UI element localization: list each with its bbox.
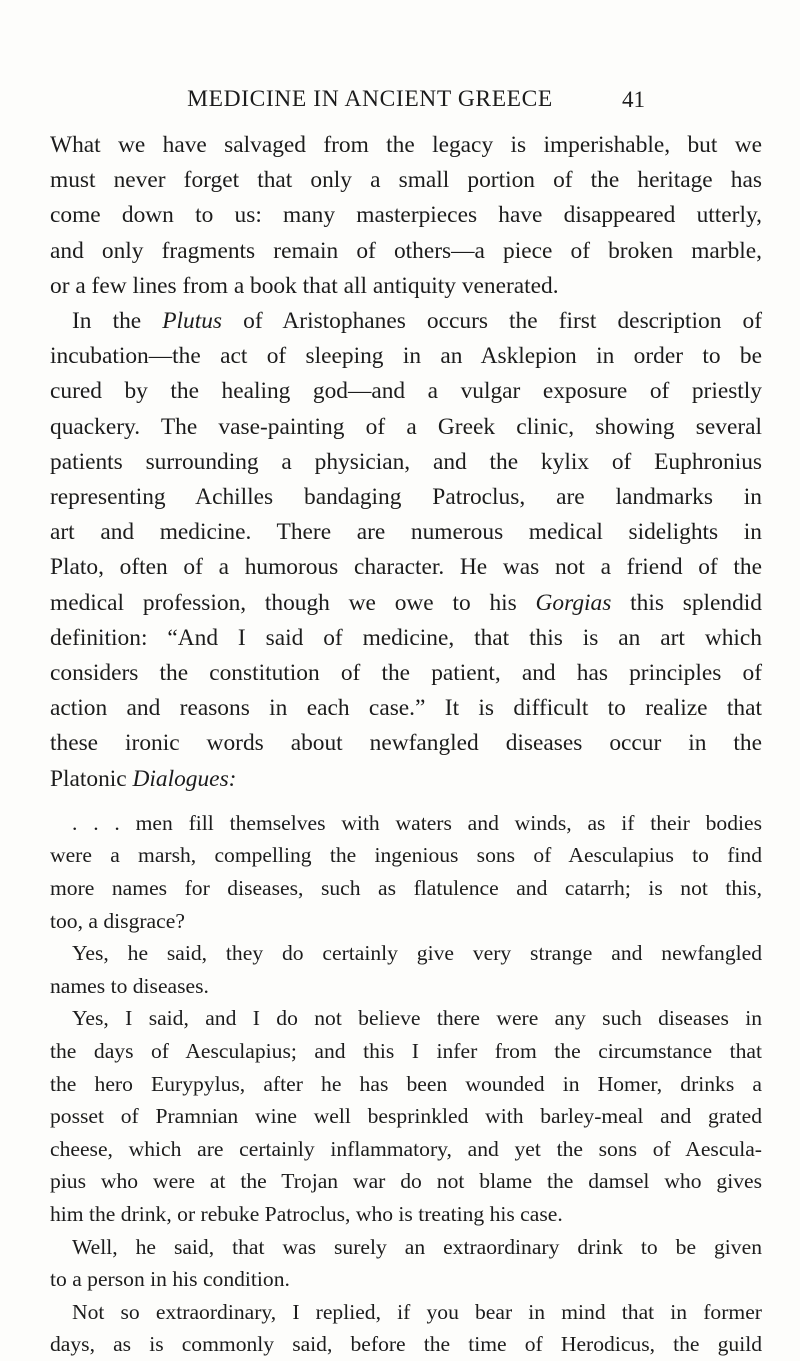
text-line: Not so extraordinary, I replied, if you bear in mind that in former [72,1299,762,1324]
text-line: Yes, I said, and I do not believe there were any such diseases in [72,1006,762,1031]
text-line: . . . men fill themselves with waters and winds, as if their bodies [72,810,762,835]
quote-paragraph-2 [50,937,762,1002]
quote-paragraph-4 [50,1231,762,1296]
text-line: art and medicine. There are numerous medical sidelights in [50,519,762,546]
text-line: and only fragments remain of others—a piece of broken marble, [50,237,762,264]
text-run: In the [72,308,163,335]
text-line: these ironic words about newfangled diseases occur in the [50,730,762,757]
text-line: the hero Eurypylus, after he has been wounded in Homer, drinks a [50,1071,762,1096]
paragraph-1 [50,128,762,304]
text-line: Plato, often of a humorous character. He was not a friend of the [50,554,762,581]
text-line [50,586,762,621]
text-line: days, as is commonly said, before the time of Herodicus, the guild [50,1332,762,1357]
text-line: him the drink, or rebuke Patroclus, who is treating his case. [50,1201,563,1226]
text-line: What we have salvaged from the legacy is imperishable, but we [50,132,762,158]
book-title-dialogues: Dialogues: [132,765,237,792]
text-line: cheese, which are certainly inflammatory, and yet the sons of Aescula- [50,1136,762,1161]
text-run: Platonic [50,765,133,792]
block-quotation [50,807,762,1361]
text-line: the days of Aesculapius; and this I infer from the circumstance that [50,1039,762,1064]
text-line: Yes, he said, they do certainly give very strange and newfangled [72,941,762,966]
text-line: quackery. The vase-painting of a Greek clinic, showing several [50,413,762,440]
text-run: this splendid [611,589,762,616]
text-line: incubation—the act of sleeping in an Asklepion in order to be [50,343,762,370]
text-line: to a person in his condition. [50,1267,290,1292]
book-title-plutus: Plutus [162,308,223,335]
text-line: considers the constitution of the patient, and has principles of [50,660,762,687]
text-line: more names for diseases, such as flatulence and catarrh; is not this, [50,876,762,901]
text-line: representing Achilles bandaging Patroclus, are landmarks in [50,484,762,511]
text-line: definition: “And I said of medicine, that this is an art which [50,624,762,651]
text-line [50,304,762,339]
running-title: MEDICINE IN ANCIENT GREECE [187,86,553,112]
text-line: pius who were at the Trojan war do not blame the damsel who gives [50,1169,762,1194]
text-run: of Aristophanes occurs the first description of [222,308,762,335]
quote-paragraph-3 [50,1002,762,1230]
main-text [50,128,762,1361]
text-line: were a marsh, compelling the ingenious sons of Aesculapius to find [50,843,762,868]
text-line: action and reasons in each case.” It is difficult to realize that [50,695,762,722]
text-line: come down to us: many masterpieces have disappeared utterly, [50,202,762,229]
text-line [50,762,762,797]
text-line: posset of Pramnian wine well besprinkled with barley-meal and grated [50,1104,762,1129]
text-line: patients surrounding a physician, and the kylix of Euphronius [50,448,762,475]
text-line: cured by the healing god—and a vulgar exposure of priestly [50,378,762,405]
paragraph-2 [50,304,762,797]
quote-paragraph-1 [50,807,762,937]
text-line: Well, he said, that was surely an extraordinary drink to be given [72,1234,762,1259]
text-line: names to diseases. [50,973,209,998]
quote-paragraph-5 [50,1296,762,1361]
book-title-gorgias: Gorgias [535,589,612,616]
text-line: or a few lines from a book that all antiquity venerated. [50,272,559,299]
text-line: too, a disgrace? [50,908,185,933]
text-line: must never forget that only a small portion of the heritage has [50,167,762,194]
page-number: 41 [622,87,645,112]
text-run: medical profession, though we owe to his [50,589,536,616]
